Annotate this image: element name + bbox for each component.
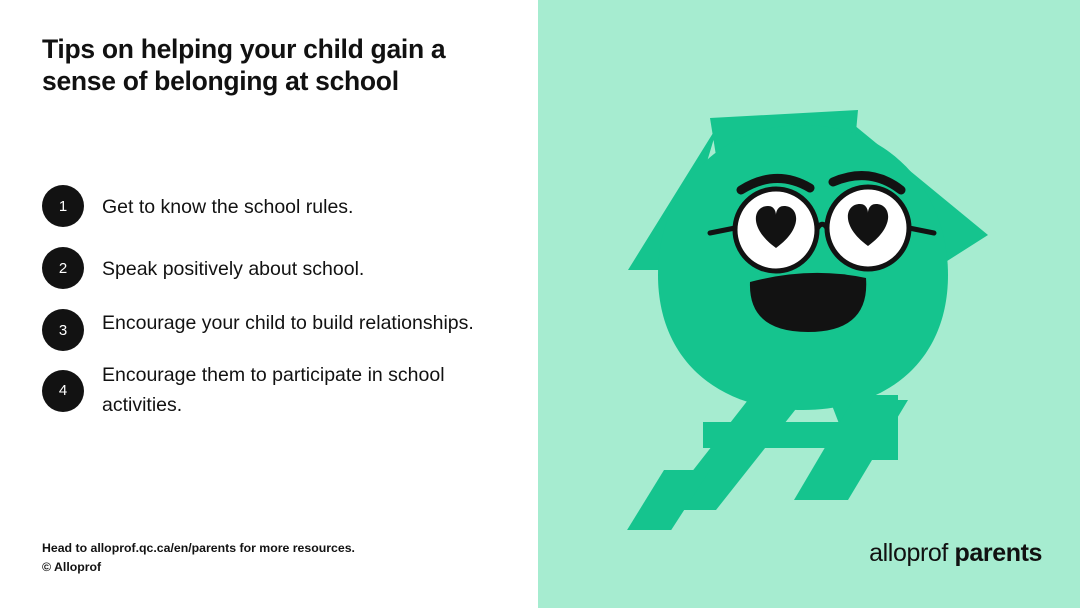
tip-text: Encourage your child to build relationships. — [102, 312, 474, 334]
footer — [42, 539, 355, 576]
mascot-illustration — [598, 70, 1018, 530]
mascot-legs — [624, 395, 908, 530]
mascot-body — [658, 125, 948, 410]
tip-text: Encourage them to participate in school activities. — [102, 364, 445, 416]
footer-copyright: © Alloprof — [42, 559, 102, 574]
list-item — [42, 361, 492, 420]
list-item — [42, 185, 492, 227]
tips-list — [42, 185, 492, 430]
tip-number-badge: 2 — [42, 247, 84, 289]
footer-resources: Head to alloprof.qc.ca/en/parents for more resources. — [42, 541, 355, 556]
page-title: Tips on helping your child gain a sense of belonging at school — [42, 34, 446, 97]
brand-name-light: alloprof — [869, 539, 948, 567]
list-item — [42, 247, 492, 289]
tip-number-badge: 1 — [42, 185, 84, 227]
tip-number-badge: 3 — [42, 309, 84, 351]
brand-logo — [869, 539, 1042, 568]
content-panel — [0, 0, 538, 608]
list-item — [42, 309, 492, 351]
tip-text: Speak positively about school. — [102, 258, 365, 280]
brand-name-bold: parents — [954, 539, 1042, 567]
tip-number-badge: 4 — [42, 370, 84, 412]
illustration-panel — [538, 0, 1080, 608]
tip-text: Get to know the school rules. — [102, 196, 354, 218]
